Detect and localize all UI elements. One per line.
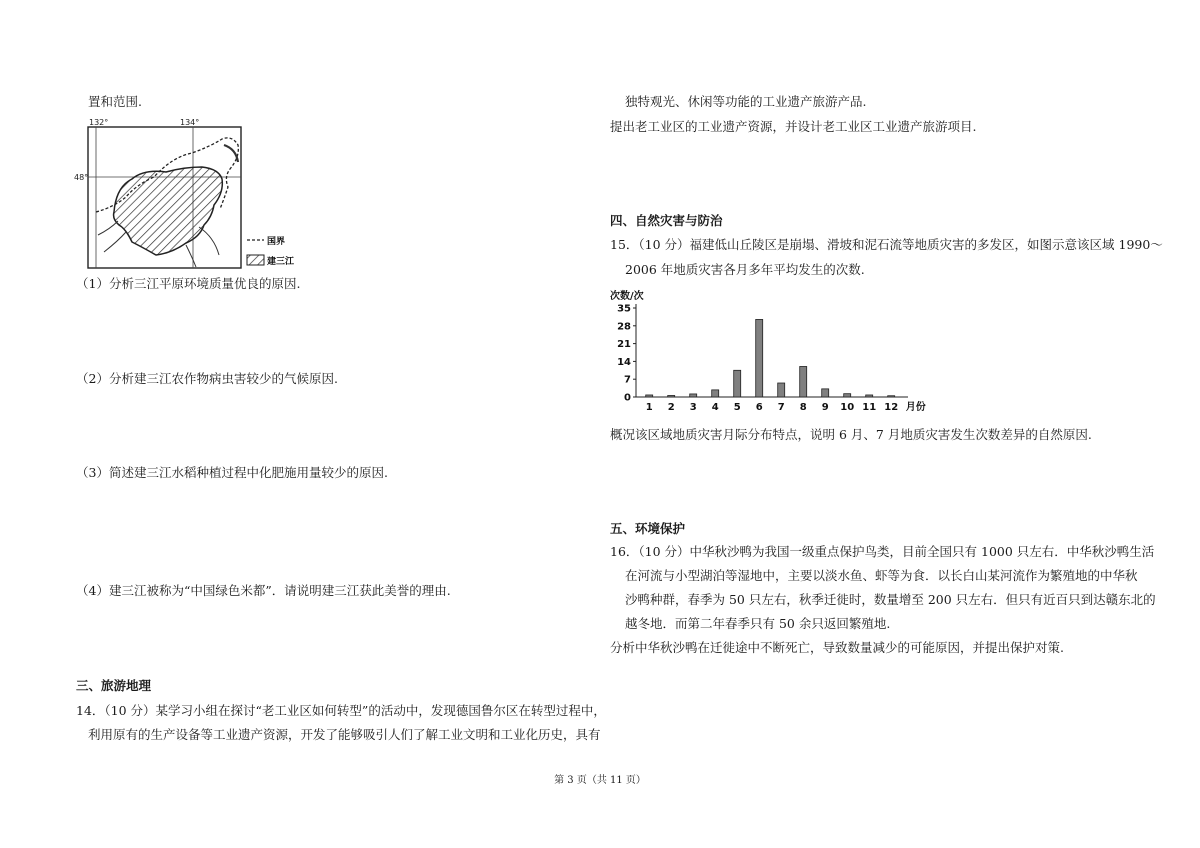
chart-y-tick-label: 28	[617, 321, 631, 333]
chart-bar-month-11	[866, 395, 873, 397]
chart-x-tick-label: 12	[884, 402, 899, 413]
chart-y-tick-label: 14	[617, 356, 631, 368]
chart-bar-month-7	[778, 383, 785, 397]
section-3-title: 三、旅游地理	[76, 678, 152, 693]
question-2: （2）分析建三江农作物病虫害较少的气候原因.	[76, 371, 338, 386]
chart-x-tick-label: 10	[840, 402, 855, 413]
chart-bar-month-9	[822, 389, 829, 397]
chart-x-tick-label: 3	[689, 402, 697, 413]
chart-x-tick-label: 4	[711, 402, 719, 413]
chart-bar-month-5	[734, 370, 741, 397]
legend-jiansanjiang-label: 建三江	[267, 257, 294, 267]
chart-bar-month-8	[800, 366, 807, 397]
section-4-title: 四、自然灾害与防治	[610, 213, 723, 228]
chart-bar-month-6	[756, 319, 763, 397]
section-5-title: 五、环境保护	[610, 521, 686, 536]
legend-boundary-label: 国界	[267, 237, 286, 247]
lon-label-134: 134°	[180, 118, 200, 127]
chart-x-tick-label: 6	[755, 402, 763, 413]
question-4: （4）建三江被称为“中国绿色米都”．请说明建三江获此美誉的理由.	[76, 583, 451, 598]
chart-y-tick-label: 0	[624, 392, 631, 404]
question-14-line-3: 独特观光、休闲等功能的工业遗产旅游产品.	[625, 94, 867, 109]
lat-label-48: 48°	[74, 173, 89, 182]
chart-x-tick-label: 5	[733, 402, 741, 413]
question-14-line-1: 14．（10 分）某学习小组在探讨“老工业区如何转型”的活动中，发现德国鲁尔区在转型过程中，	[76, 703, 606, 718]
chart-x-tick-label: 7	[777, 402, 785, 413]
question-16-line-3: 沙鸭种群，春季为 50 只左右，秋季迁徙时，数量增至 200 只左右．但只有近百只到达赣东北的	[625, 592, 1156, 607]
question-3: （3）简述建三江水稻种植过程中化肥施用量较少的原因.	[76, 465, 388, 480]
lon-label-132: 132°	[89, 118, 109, 127]
question-16-line-4: 越冬地．而第二年春季只有 50 余只返回繁殖地.	[625, 616, 891, 631]
question-14-task: 提出老工业区的工业遗产资源，并设计老工业区工业遗产旅游项目.	[610, 119, 977, 134]
question-15-task: 概况该区域地质灾害月际分布特点，说明 6 月、7 月地质灾害发生次数差异的自然原因.	[610, 427, 1092, 442]
question-16-task: 分析中华秋沙鸭在迁徙途中不断死亡，导致数量减少的可能原因，并提出保护对策.	[610, 640, 1064, 655]
question-1: （1）分析三江平原环境质量优良的原因.	[76, 276, 301, 291]
chart-x-tick-label: 11	[862, 402, 877, 413]
intro-continuation: 置和范围.	[88, 94, 142, 109]
hatched-legend-icon	[247, 255, 264, 265]
chart-x-tick-label: 1	[645, 402, 653, 413]
chart-x-tick-label: 2	[667, 402, 675, 413]
chart-y-tick-label: 35	[617, 303, 631, 315]
disaster-bar-chart	[610, 286, 940, 416]
chart-bar-month-3	[690, 394, 697, 397]
question-16-line-2: 在河流与小型湖泊等湿地中，主要以淡水鱼、虾等为食．以长白山某河流作为繁殖地的中华秋	[625, 568, 1138, 583]
chart-x-tick-label: 9	[821, 402, 829, 413]
question-16-line-1: 16．（10 分）中华秋沙鸭为我国一级重点保护鸟类，目前全国只有 1000 只左右．中华秋沙鸭生活	[610, 544, 1155, 559]
question-14-line-2: 利用原有的生产设备等工业遗产资源，开发了能够吸引人们了解工业文明和工业化历史，具有	[88, 727, 601, 742]
chart-bar-month-12	[888, 396, 895, 397]
chart-x-tick-label: 8	[799, 402, 807, 413]
chart-bar-month-10	[844, 394, 851, 397]
chart-y-label: 次数/次	[610, 291, 644, 302]
question-15-line-1: 15．（10 分）福建低山丘陵区是崩塌、滑坡和泥石流等地质灾害的多发区，如图示意该区域 1990～	[610, 237, 1163, 252]
chart-y-tick-label: 21	[617, 339, 631, 351]
chart-bar-month-4	[712, 390, 719, 397]
chart-x-label: 月份	[905, 402, 926, 413]
chart-y-tick-label: 7	[624, 374, 631, 386]
question-15-line-2: 2006 年地质灾害各月多年平均发生的次数.	[625, 262, 865, 277]
chart-bar-month-1	[646, 395, 653, 397]
sanjiang-map	[74, 117, 294, 271]
chart-bar-month-2	[668, 395, 675, 397]
page-number: 第 3 页（共 11 页）	[554, 775, 646, 786]
